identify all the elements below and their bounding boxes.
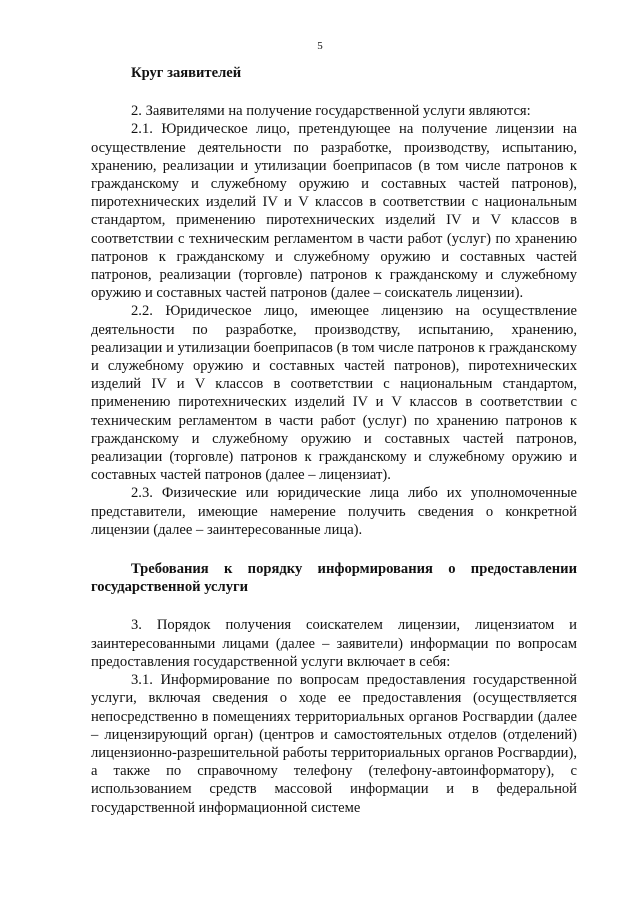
paragraph-2-3: 2.3. Физические или юридические лица либо их уполномоченные представители, имеющие намерение получить сведения о конкретной лицензии (далее – заинтересованные лица). xyxy=(91,485,577,538)
paragraph-2-1: 2.1. Юридическое лицо, претендующее на получение лицензии на осуществление деятельности по разработке, производству, испытанию, хранению, реализации и утилизации боеприпасов (в том числе патронов к гражданскому и служебному оружию и составных частей патронов), пиротехнических изделий IV и V классов в соответствии с национальным стандартом, применению пиротехнических изделий IV и V классов в соответствии с техническим регламентом в части работ (услуг) по хранению патронов к гражданскому и служебному оружию и составных частей патронов, реализации (торговле) патронов к гражданскому и служебному оружию и составных частей патронов (далее – соискатель лицензии). xyxy=(91,121,577,302)
document-body xyxy=(91,64,577,817)
paragraph-2: 2. Заявителями на получение государственной услуги являются: xyxy=(131,103,531,120)
section-heading-informing: Требования к порядку информирования о предоставлении государственной услуги xyxy=(91,561,577,596)
paragraph-2-2: 2.2. Юридическое лицо, имеющее лицензию на осуществление деятельности по разработке, производству, испытанию, хранению, реализации и утилизации боеприпасов (в том числе патронов к гражданскому и служебному оружию и составных частей патронов), пиротехнических изделий IV и V классов в соответствии с национальным стандартом, применению пиротехнических изделий IV и V классов в соответствии с техническим регламентом в части работ (услуг) по хранению патронов к гражданскому и служебному оружию и составных частей патронов, реализации (торговле) патронов к гражданскому и служебному оружию и составных частей патронов (далее – лицензиат). xyxy=(91,303,577,484)
paragraph-3-1: 3.1. Информирование по вопросам предоставления государственной услуги, включая сведения о ходе ее предоставления (осуществляется непосредственно в помещениях территориальных органов Росгвардии (далее – лицензирующий орган) (центров и самостоятельных отделов (отделений) лицензионно-разрешительной работы территориальных органов Росгвардии), а также по справочному телефону (телефону-автоинформатору), с использованием средств массовой информации и в федеральной государственной информационной системе xyxy=(91,672,577,816)
section-heading-applicants: Круг заявителей xyxy=(131,65,242,81)
paragraph-3: 3. Порядок получения соискателем лицензии, лицензиатом и заинтересованными лицами (далее – заявители) информации по вопросам предоставления государственной услуги включает в себя: xyxy=(91,617,577,670)
page-number: 5 xyxy=(317,40,323,52)
